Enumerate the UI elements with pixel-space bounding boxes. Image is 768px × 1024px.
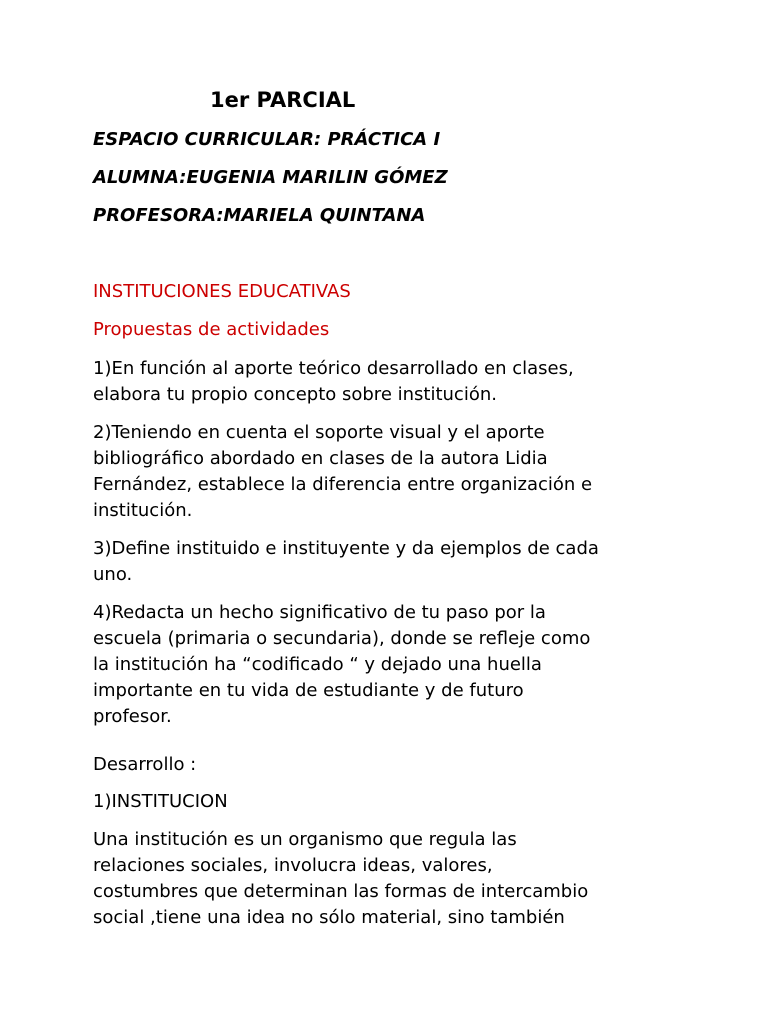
text-line: 4)Redacta un hecho significativo de tu paso por la [93,602,546,623]
text-line: elabora tu propio concepto sobre institución. [93,384,497,405]
text-line: costumbres que determinan las formas de intercambio [93,881,589,902]
section-title: INSTITUCIONES EDUCATIVAS [93,281,351,302]
development-label: Desarrollo : [93,754,197,775]
text-line: social ,tiene una idea no sólo material, sino también [93,907,565,928]
text-line: 3)Define instituido e instituyente y da ejemplos de cada [93,538,599,559]
text-line: la institución ha “codificado “ y dejado una huella [93,654,542,675]
text-line: 1)En función al aporte teórico desarrollado en clases, [93,358,574,379]
text-line: escuela (primaria o secundaria), donde se refleje como [93,628,591,649]
header-alumna: ALUMNA:EUGENIA MARILIN GÓMEZ [93,167,448,188]
text-line: uno. [93,564,133,585]
text-line: Fernández, establece la diferencia entre organización e [93,474,593,495]
text-line: profesor. [93,706,172,727]
text-line: Una institución es un organismo que regula las [93,829,517,850]
text-line: importante en tu vida de estudiante y de futuro [93,680,524,701]
development-heading: 1)INSTITUCION [93,791,228,812]
text-line: relaciones sociales, involucra ideas, valores, [93,855,493,876]
text-line: 2)Teniendo en cuenta el soporte visual y el aporte [93,422,545,443]
header-profesora: PROFESORA:MARIELA QUINTANA [93,205,426,226]
text-line: bibliográfico abordado en clases de la autora Lidia [93,448,548,469]
header-espacio-curricular: ESPACIO CURRICULAR: PRÁCTICA I [93,129,441,150]
text-line: institución. [93,500,193,521]
section-subtitle: Propuestas de actividades [93,319,330,340]
page-title: 1er PARCIAL [210,88,356,112]
